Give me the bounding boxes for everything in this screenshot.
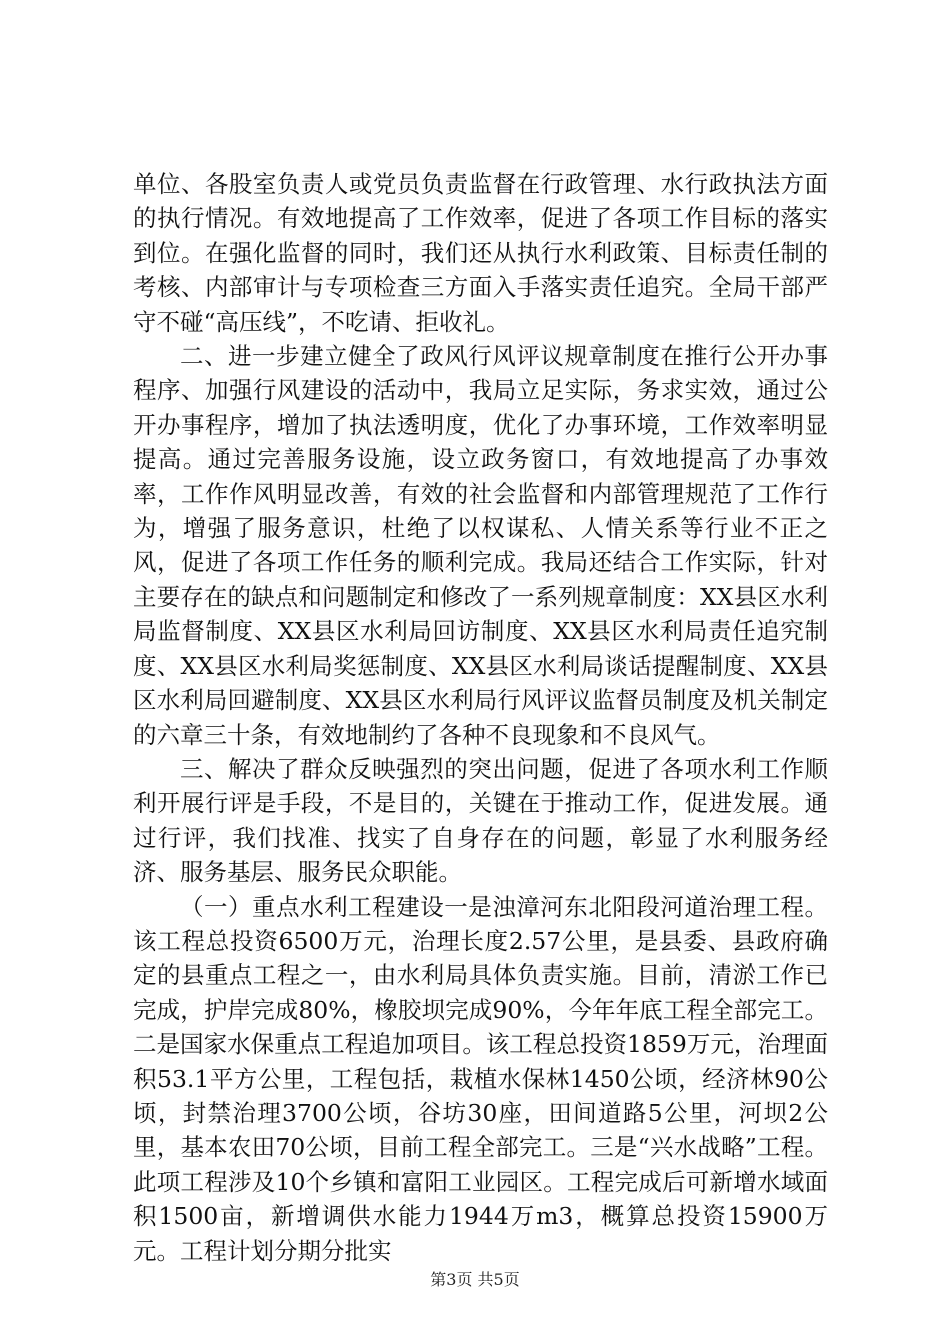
page-footer (0, 1270, 950, 1290)
paragraph-problems-solved: 三、解决了群众反映强烈的突出问题，促进了各项水利工作顺利开展行评是手段，不是目的，关键在于推动工作，促进发展。通过行评，我们找准、找实了自身存在的问题，彰显了水利服务经济、服务基层、服务民众职能。 (133, 754, 828, 887)
document-body (133, 167, 828, 1268)
paragraph-rules-system: 二、进一步建立健全了政风行风评议规章制度在推行公开办事程序、加强行风建设的活动中，我局立足实际，务求实效，通过公开办事程序，增加了执法透明度，优化了办事环境，工作效率明显提高。通过完善服务设施，设立政务窗口，有效地提高了办事效率，工作作风明显改善，有效的社会监督和内部管理规范了工作行为，增强了服务意识，杜绝了以权谋私、人情关系等行业不正之风，促进了各项工作任务的顺利完成。我局还结合工作实际，针对主要存在的缺点和问题制定和修改了一系列规章制度：XX县区水利局监督制度、XX县区水利局回访制度、XX县区水利局责任追究制度、XX县区水利局奖惩制度、XX县区水利局谈话提醒制度、XX县区水利局回避制度、XX县区水利局行风评议监督员制度及机关制定的六章三十条，有效地制约了各种不良现象和不良风气。 (133, 342, 828, 749)
paragraph-key-projects: （一）重点水利工程建设一是浊漳河东北阳段河道治理工程。该工程总投资6500万元，治理长度2.57公里，是县委、县政府确定的县重点工程之一，由水利局具体负责实施。目前，清淤工作已完成，护岸完成80%，橡胶坝完成90%，今年年底工程全部完工。二是国家水保重点工程追加项目。该工程总投资1859万元，治理面积53.1平方公里，工程包括，栽植水保林1450公顷，经济林90公顷，封禁治理3700公顷，谷坊30座，田间道路5公里，河坝2公里，基本农田70公顷，目前工程全部完工。三是“兴水战略”工程。此项工程涉及10个乡镇和富阳工业园区。工程完成后可新增水域面积1500亩，新增调供水能力1944万m3，概算总投资15900万元。工程计划分期分批实 (133, 892, 828, 1265)
paragraph-supervision: 单位、各股室负责人或党员负责监督在行政管理、水行政执法方面的执行情况。有效地提高了工作效率，促进了各项工作目标的落实到位。在强化监督的同时，我们还从执行水利政策、目标责任制的考核、内部审计与专项检查三方面入手落实责任追究。全局干部严守不碰“高压线”，不吃请、拒收礼。 (133, 170, 828, 336)
page-number-label: 第3页 共5页 (430, 1270, 520, 1289)
